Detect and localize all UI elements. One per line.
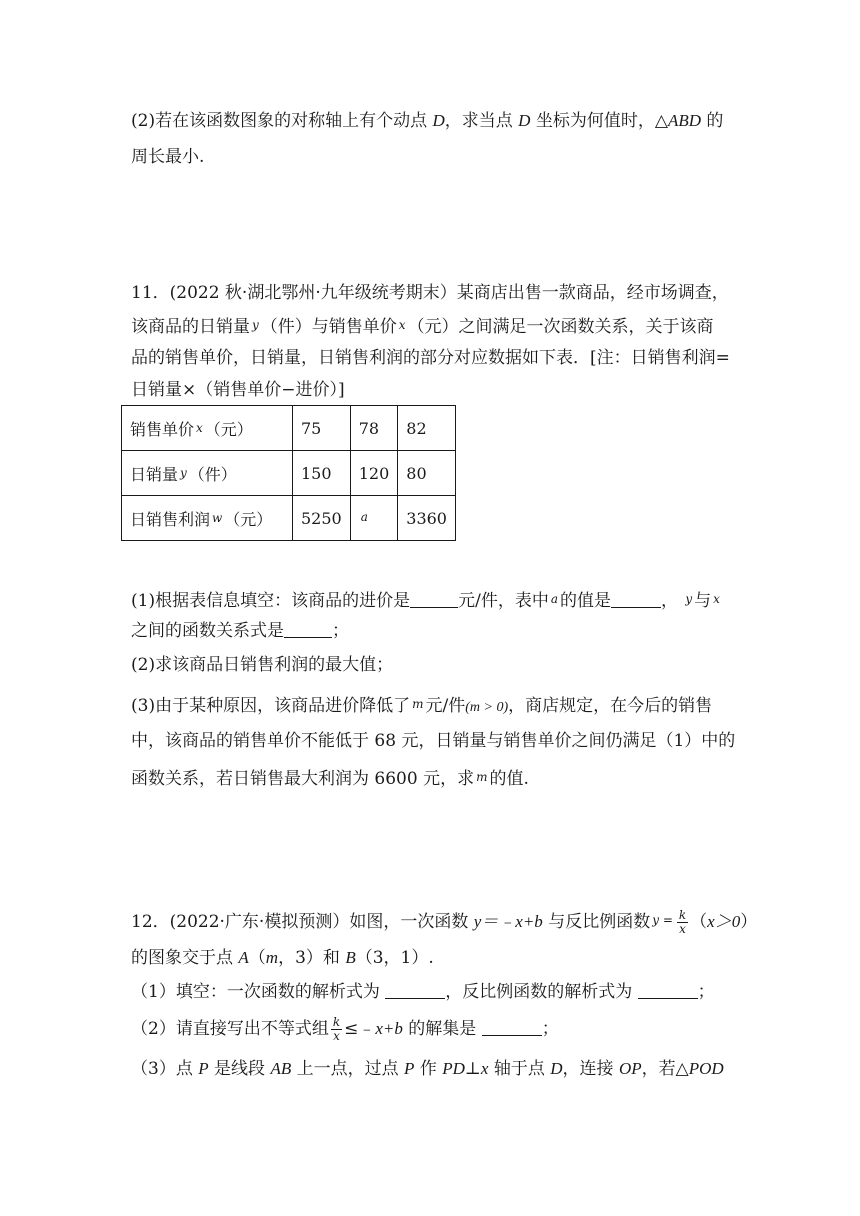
- q11-part2: (2)求该商品日销售利润的最大值；: [131, 655, 394, 675]
- q11-data-table: [121, 405, 456, 541]
- fraction-k-over-x: $\frac{k}{x}$: [678, 908, 687, 936]
- q12-line4: （2）请直接写出不等式组 $\frac{k}{x}$ ≤﹣x+b 的解集是 ；: [131, 1015, 559, 1043]
- var-D: D: [432, 111, 445, 130]
- table-cell: 80: [398, 451, 456, 496]
- q12-line3: （1）填空：一次函数的解析式为 ，反比例函数的解析式为 ；: [131, 982, 715, 1002]
- q11-line1: 11．(2022 秋·湖北鄂州·九年级统考期末）某商店出售一款商品，经市场调查，: [131, 283, 729, 303]
- var-ABD: ABD: [667, 111, 701, 130]
- q11-line4: 日销量×（销售单价−进价）]: [131, 380, 345, 400]
- q12-line5: （3）点 P 是线段 AB 上一点，过点 P 作 PD⊥x 轴于点 D，连接 OP，若△POD: [131, 1059, 724, 1079]
- table-cell-label: 日销量 y （件）: [122, 451, 293, 496]
- answer-blank: [385, 982, 445, 999]
- q12-line1: 12．(2022·广东·模拟预测）如图，一次函数 y＝﹣x+b 与反比例函数 y = $\frac{k}{x}$ （x＞0）: [131, 908, 758, 936]
- table-row: [122, 451, 456, 496]
- table-row: [122, 406, 456, 451]
- answer-blank: [284, 621, 332, 638]
- table-cell: 150: [293, 451, 351, 496]
- table-cell-label: 日销售利润 w （元）: [122, 496, 293, 541]
- table-cell: 82: [398, 406, 456, 451]
- triangle-symbol: △: [654, 111, 668, 131]
- q12-line2: 的图象交于点 A（m，3）和 B（3，1）.: [131, 948, 434, 968]
- var-D: D: [518, 111, 531, 130]
- answer-blank: [482, 1019, 542, 1036]
- q11-line2: [131, 313, 714, 339]
- fraction-k-over-x: $\frac{k}{x}$: [332, 1015, 341, 1043]
- q11-part1-line2: 之间的函数关系式是 ；: [131, 621, 349, 641]
- q11-part1-line1: (1)根据表信息填空：该商品的进价是 元/件，表中 a 的值是 ， y 与 x: [131, 591, 720, 611]
- q10-part2-line1: [131, 109, 723, 133]
- q10-part2-line2: 周长最小.: [131, 147, 205, 167]
- text: 坐标为何值时，: [530, 111, 655, 131]
- q11-line3: 品的销售单价，日销量，日销售利润的部分对应数据如下表．[注：日销售利润=: [131, 348, 730, 368]
- text: 该商品的日销量: [131, 317, 250, 337]
- table-cell-label: 销售单价 x （元）: [122, 406, 293, 451]
- linear-equation: y＝﹣x+b: [473, 912, 543, 931]
- table-row: [122, 496, 456, 541]
- var-x: x: [398, 318, 406, 332]
- table-cell: 3360: [398, 496, 456, 541]
- table-cell: 120: [350, 451, 398, 496]
- q11-part3-line3: 函数关系，若日销售最大利润为 6600 元，求 m 的值.: [131, 769, 529, 789]
- answer-blank: [638, 982, 698, 999]
- text: （件）与销售单价: [260, 317, 397, 337]
- text: (2)若在该函数图象的对称轴上有个动点: [131, 111, 433, 131]
- answer-blank: [611, 591, 661, 608]
- table-cell: 75: [293, 406, 351, 451]
- q11-part3-line1: (3)由于某种原因，该商品进价降低了 m 元/件(m > 0)，商店规定，在今后的销售: [131, 696, 713, 716]
- table-cell: 5250: [293, 496, 351, 541]
- text: 的: [700, 111, 724, 131]
- text: ，求当点: [444, 111, 519, 131]
- table-cell: a: [350, 496, 398, 541]
- var-y: y: [252, 318, 259, 332]
- table-cell: 78: [350, 406, 398, 451]
- text: （元）之间满足一次函数关系，关于该商: [407, 317, 714, 337]
- q11-part3-line2: 中，该商品的销售单价不能低于 68 元，日销量与销售单价之间仍满足（1）中的: [131, 731, 736, 751]
- answer-blank: [410, 591, 458, 608]
- m-condition: (m > 0): [465, 700, 509, 715]
